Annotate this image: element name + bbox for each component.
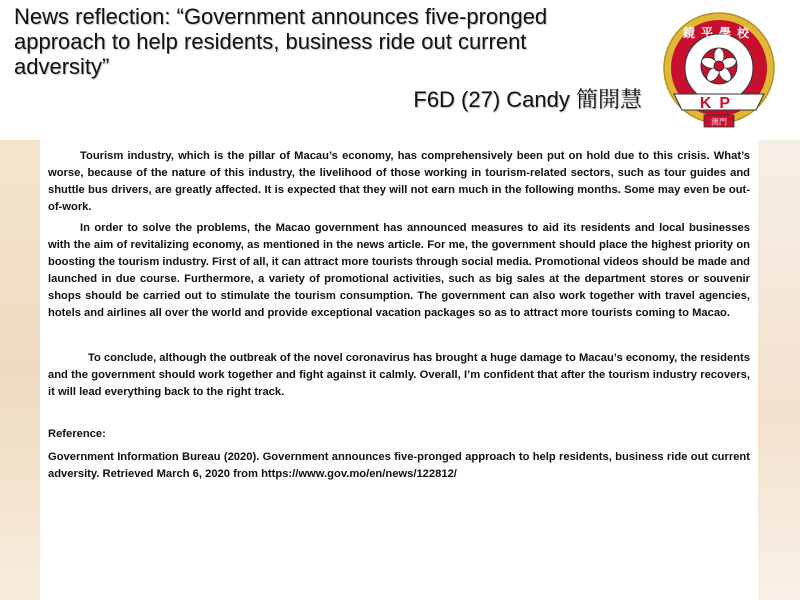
author-label: F6D (27) Candy 簡開慧 bbox=[413, 87, 642, 112]
background-left-strip bbox=[0, 140, 40, 600]
logo-bottom-text: 澳門 bbox=[711, 117, 727, 127]
school-emblem-icon bbox=[660, 12, 778, 140]
reflection-body bbox=[40, 140, 758, 600]
title-line-1: News reflection: “Government announces five-pronged bbox=[14, 4, 548, 29]
logo-letters: KP bbox=[699, 95, 739, 112]
reference-text: Government Information Bureau (2020). Government announces five-pronged approach to help residents, business ride out current adversity. Retrieved March 6, 2020 from https://www.gov.mo/en/news/122812/ bbox=[48, 451, 750, 480]
paragraph-2: In order to solve the problems, the Macao government has announced measures to aid its residents and local businesses with the aim of revitalizing economy, as mentioned in the news article. For me, the government should place the highest priority on boosting the tourism industry. First of all, it can attract more tourists through social media. Promotional videos should be made and launched in due course. Furthermore, a variety of promotional activities, such as big sales at the department stores or souvenir shops should be carried out to stimulate the tourism consumption. The government can also work together with travel agencies, hotels and airlines all over the world and provide exceptional vacation packages so as to attract more tourists coming to Macao. bbox=[48, 222, 750, 319]
reference-heading: Reference: bbox=[48, 428, 106, 440]
title-line-3: adversity” bbox=[14, 54, 110, 79]
background-right-strip bbox=[758, 140, 800, 600]
paragraph-3: To conclude, although the outbreak of the novel coronavirus has brought a huge damage to Macau’s economy, the residents and the government should work together and fight against it calmly. Overall, I’m confident that after the tourism industry recovers, it will lead everything back to the right track. bbox=[48, 352, 750, 398]
page-title bbox=[14, 4, 654, 79]
logo-top-text: 鏡平學校 bbox=[682, 26, 756, 40]
paragraph-1: Tourism industry, which is the pillar of Macau’s economy, has comprehensively been put on hold due to this crisis. What’s worse, because of the nature of this industry, the livelihood of those working in tourism-related sectors, such as tour guides and shuttle bus drivers, are greatly affected. It is expected that they will not earn much in the following months. Some may even be out-of-work. bbox=[48, 150, 750, 213]
flower-emblem bbox=[700, 48, 737, 84]
title-line-2: approach to help residents, business ride out current bbox=[14, 29, 527, 54]
